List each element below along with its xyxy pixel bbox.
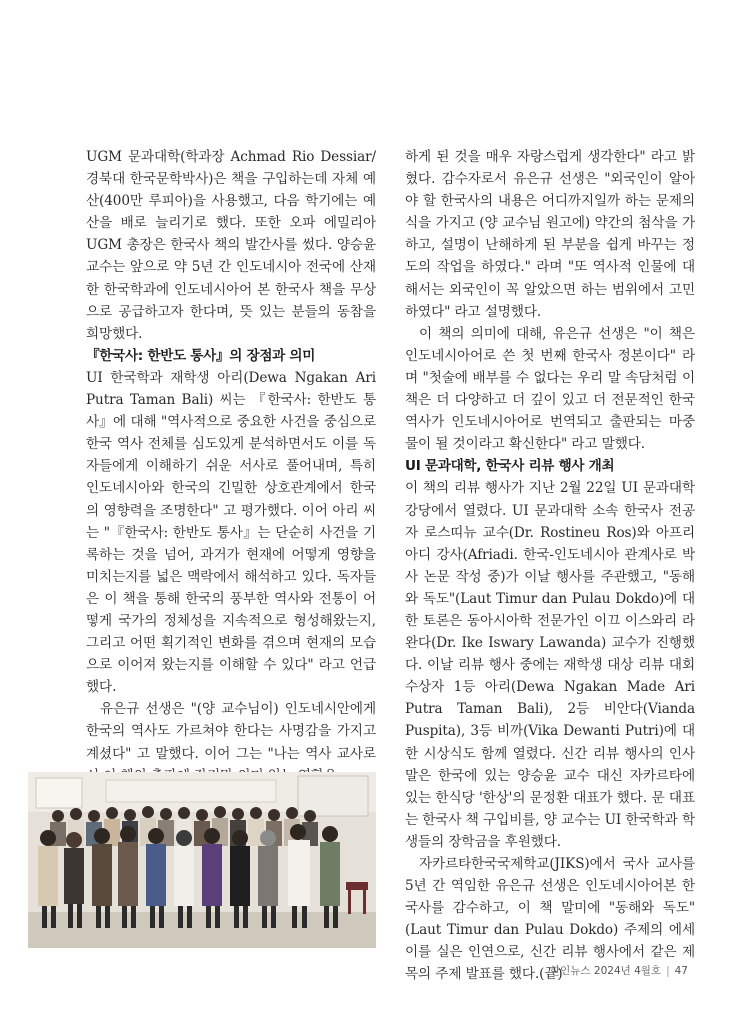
article-paragraph: 유은규 선생은 "(양 교수님이) 인도네시안에게 한국의 역사도 가르쳐야 한다는 사명감을 가지고 계셨다" 고 말했다. 이어 그는 "나는 역사 교사로 [86, 701, 376, 762]
article-paragraph: 자카르타한국국제학교(JIKS)에서 국사 교사를 5년 간 역임한 유은규 선생은 인도네시아어본 한국사를 감수하고, 이 책 말미에 "동해와 독도"(Laut Timur dan Pulau Dokdo) 주제의 에세이를 실은 인연으로, 신간 리뷰 행사에서 같은 제목의 주제 발표를 했다.(끝) [405, 856, 695, 983]
group-photo-illustration [28, 772, 376, 948]
right-column [405, 146, 695, 986]
footer-separator: | [666, 965, 670, 977]
article-paragraph: UGM 문과대학(학과장 Achmad Rio Dessiar/경북대 한국문학박사)은 책을 구입하는데 자체 예산(400만 루피아)을 사용했고, 다음 학기에는 예산을 배로 늘리기로 했다. 또한 오파 에밀리아 UGM 총장은 한국사 책의 발간사를 썼다. 양승윤 교수는 앞으로 약 5년 간 인도네시아 전국에 산재한 한국학과에 인도네시아어 본 한국사 책을 무상으로 공급하고자 한다며, 뜻 있는 분들의 동참을 희망했다. [86, 149, 376, 342]
page-footer [550, 963, 688, 978]
article-paragraph: 이 책의 리뷰 행사가 지난 2월 22일 UI 문과대학 강당에서 열렸다. UI 문과대학 소속 한국사 전공자 로스띠뉴 교수(Dr. Rostineu Ros)와 아프리아디 강사(Afriadi. 한국-인도네시아 관계사로 박사 논문 작성 중)가 이날 행사를 주관했고, "동해와 독도"(Laut Timur dan Pulau Dokdo)에 대한 토론은 동아시아학 전문가인 이끄 이스와리 라완다(Dr. Ike Iswary Lawanda) 교수가 진행했다. 이날 리뷰 행사 중에는 재학생 대상 리뷰 대회 수상자 1등 아리(Dewa Ngakan Made Ari Putra Taman Bali), 2등 비안다(Vianda Puspita), 3등 비까(Vika Dewanti Putri)에 대한 시상식도 함께 열렸다. 신간 리뷰 행사의 인사말은 한국에 있는 양승윤 교수 대신 자카르타에 있는 한식당 '한상'의 문정환 대표가 했다. 문 대표는 한국사 책 구입비를, 양 교수는 UI 한국학과 학생들의 장학금을 후원했다. [405, 480, 695, 850]
publication-name: 한인뉴스 2024년 4월호 [550, 965, 662, 977]
article-paragraph: 이 책의 의미에 대해, 유은규 선생은 "이 책은 인도네시아어로 쓴 첫 번째 한국사 정본이다" 라며 "첫술에 배부를 수 없다는 우리 말 속담처럼 이 책은 더 다양하고 더 깊이 있고 더 전문적인 한국 역사가 인도네시아어로 번역되고 출판되는 마중물이 될 것이라고 확신한다" 라고 말했다. [405, 325, 695, 453]
section-heading: UI 문과대학, 한국사 리뷰 행사 개최 [405, 458, 615, 475]
page-number: 47 [674, 965, 688, 977]
left-column [86, 146, 376, 787]
article-paragraph: UI 한국학과 재학생 아리(Dewa Ngakan Ari Putra Taman Bali) 씨는 『한국사: 한반도 통사』에 대해 "역사적으로 중요한 사건을 중심으로 한국 역사 전체를 심도있게 분석하면서도 이를 독자들에게 이해하기 쉬운 서사로 풀어내며, 특히 인도네시아와 한국의 긴밀한 상호관계에서 한국의 영향력을 조명한다" 고 평가했다. 이어 아리 씨는 "『한국사: 한반도 통사』는 단순히 사건을 기록하는 것을 넘어, 과거가 현재에 어떻게 영향을 미치는지를 넓은 맥락에서 해석하고 있다. 독자들은 이 책을 통해 한국의 풍부한 역사와 전통이 어떻게 국가의 정체성을 지속적으로 형성해왔는지, 그리고 어떤 획기적인 변화를 겪으며 현재의 모습으로 이어져 왔는지를 이해할 수 있다" 라고 언급했다. [86, 369, 376, 696]
group-photo [28, 772, 376, 948]
article-paragraph: 하게 된 것을 매우 자랑스럽게 생각한다" 라고 밝혔다. 감수자로서 유은규 선생은 "외국인이 알아야 할 한국사의 내용은 어디까지일까 하는 문제의식을 가지고 (양 교수님 원고에) 약간의 첨삭을 가하고, 설명이 난해하게 된 부분을 쉽게 바꾸는 정도의 작업을 하였다." 라며 "또 역사적 인물에 대해서는 외국인이 꼭 알았으면 하는 범위에서 고민하였다" 라고 설명했다. [405, 149, 695, 320]
section-heading: 『한국사: 한반도 통사』의 장점과 의미 [86, 347, 316, 364]
